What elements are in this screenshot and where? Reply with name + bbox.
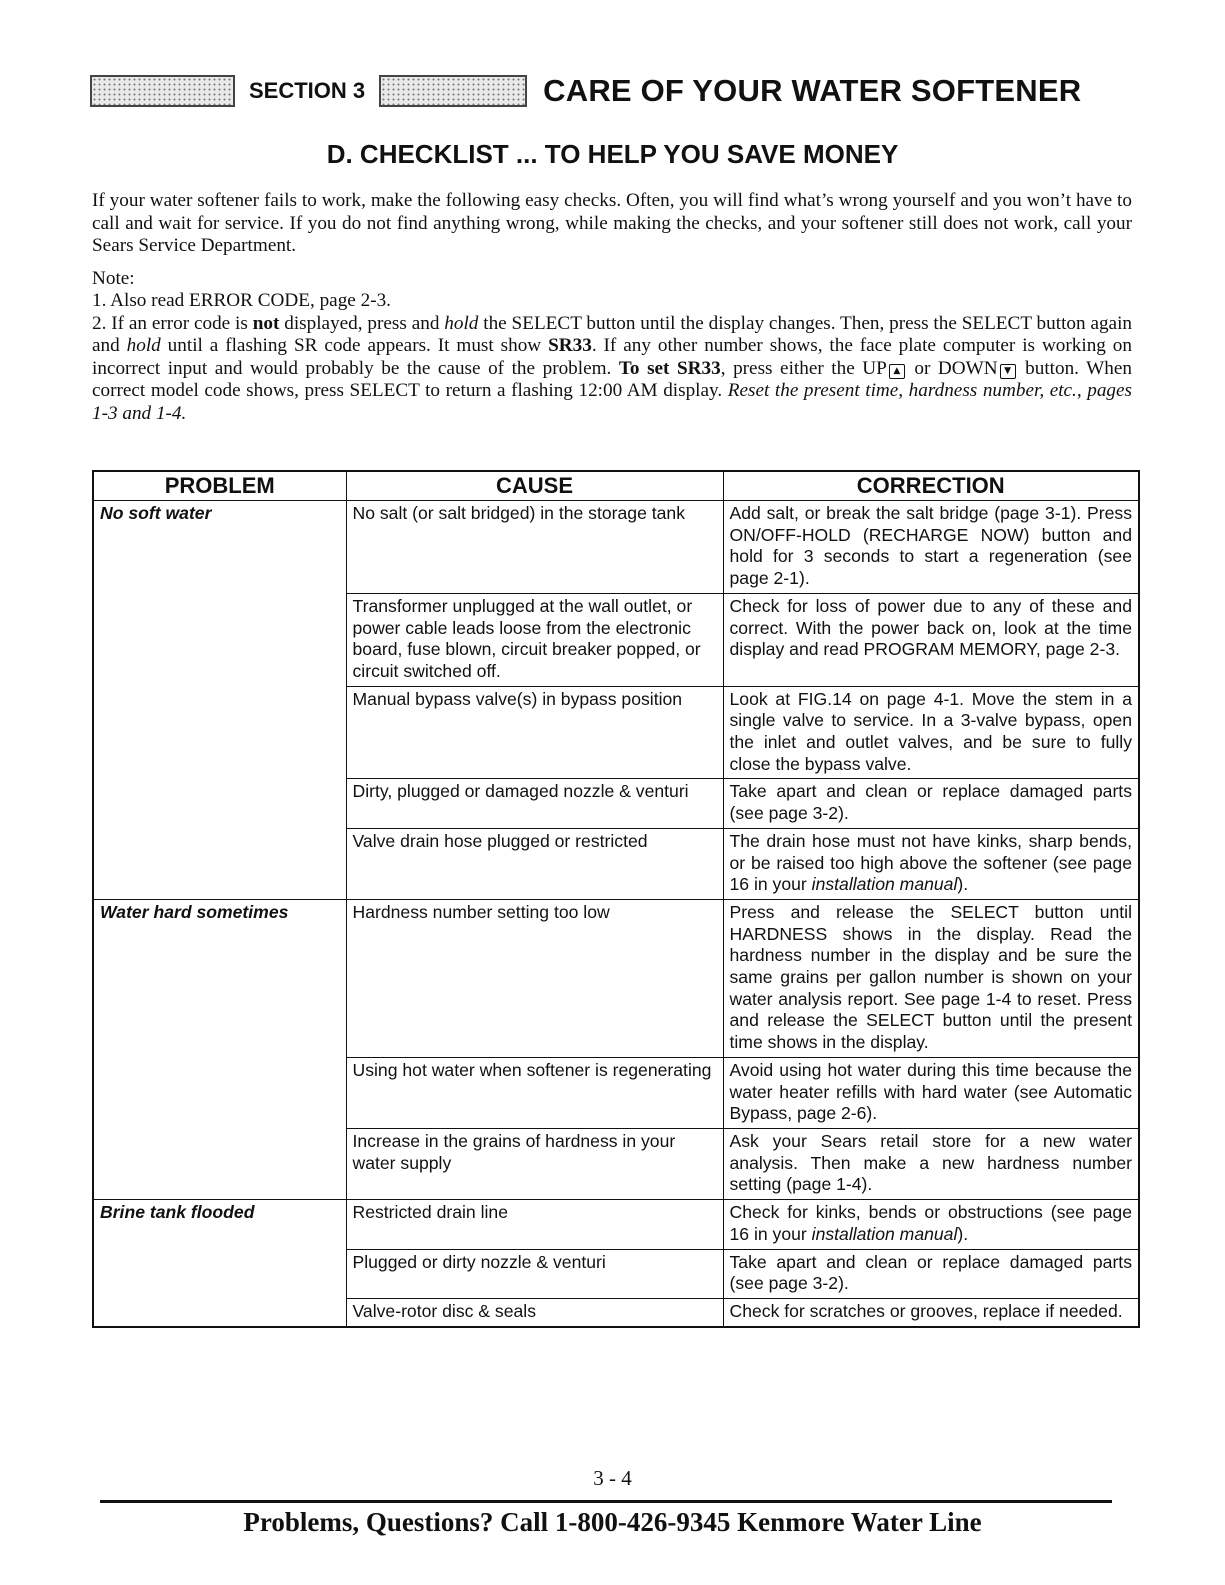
correction-cell: Press and release the SELECT button until HARDNESS shows in the display. Read the hardness number in the display and be sure the same grains per gallon number is shown on your water analysis report. See page 1-4 to reset. Press and release the SELECT button until the present time shows in the display. (723, 899, 1139, 1057)
page-subtitle: D. CHECKLIST ... TO HELP YOU SAVE MONEY (326, 139, 899, 169)
problem-cell: Water hard sometimes (93, 899, 346, 1199)
footer-text: Problems, Questions? Call 1-800-426-9345 Kenmore Water Line (243, 1507, 982, 1537)
intro-paragraph: If your water softener fails to work, make the following easy checks. Often, you will find what’s wrong yourself and you won’t have to call and wait for service. If you do not find anything wrong, while making the checks, and your softener still does not work, call your Sears Service Department. (92, 190, 1132, 256)
intro-text (92, 190, 1132, 425)
section-header-dot-pattern (90, 75, 235, 107)
cause-cell: Restricted drain line (346, 1200, 723, 1249)
cause-cell: Valve drain hose plugged or restricted (346, 828, 723, 899)
up-arrow-icon: ▲ (889, 364, 905, 379)
table-row (93, 501, 1139, 594)
correction-cell: Add salt, or break the salt bridge (page 3-1). Press ON/OFF-HOLD (RECHARGE NOW) button and hold for 3 seconds to start a regeneration (see page 2-1). (723, 501, 1139, 594)
correction-cell: Take apart and clean or replace damaged parts (see page 3-2). (723, 779, 1139, 828)
section-header-dot-pattern (379, 75, 527, 107)
table-row (93, 899, 1139, 1057)
cause-cell: No salt (or salt bridged) in the storage tank (346, 501, 723, 594)
cause-cell: Increase in the grains of hardness in your water supply (346, 1128, 723, 1199)
page-number: 3 - 4 (593, 1466, 632, 1490)
correction-cell: Check for scratches or grooves, replace if needed. (723, 1298, 1139, 1326)
cause-cell: Transformer unplugged at the wall outlet, or power cable leads loose from the electronic board, fuse blown, circuit breaker popped, or circuit switched off. (346, 593, 723, 686)
table-header-row (93, 471, 1139, 501)
footer-divider (100, 1500, 1112, 1503)
cause-cell: Plugged or dirty nozzle & venturi (346, 1249, 723, 1298)
correction-cell: Check for kinks, bends or obstructions (see page 16 in your installation manual). (723, 1200, 1139, 1249)
down-arrow-icon: ▼ (1000, 364, 1016, 379)
correction-cell: Take apart and clean or replace damaged parts (see page 3-2). (723, 1249, 1139, 1298)
cause-cell: Hardness number setting too low (346, 899, 723, 1057)
correction-cell: Ask your Sears retail store for a new water analysis. Then make a new hardness number setting (page 1-4). (723, 1128, 1139, 1199)
section-title: CARE OF YOUR WATER SOFTENER (543, 73, 1082, 108)
problem-cell: Brine tank flooded (93, 1200, 346, 1327)
table-row (93, 1200, 1139, 1249)
section-label: SECTION 3 (249, 78, 366, 103)
cause-cell: Valve-rotor disc & seals (346, 1298, 723, 1326)
problem-cell: No soft water (93, 501, 346, 900)
correction-cell: Check for loss of power due to any of these and correct. With the power back on, look at the time display and read PROGRAM MEMORY, page 2-3. (723, 593, 1139, 686)
column-header-cause: CAUSE (346, 471, 723, 501)
column-header-correction: CORRECTION (723, 471, 1139, 501)
cause-cell: Using hot water when softener is regenerating (346, 1057, 723, 1128)
note-item-2: 2. If an error code is not displayed, press and hold the SELECT button until the display changes. Then, press the SELECT button again and hold until a flashing SR code appears. It must show SR33. If any other number shows, the face plate computer is working on incorrect input and would probably be the cause of the problem. To set SR33, press either the UP ▲ or DOWN ▼ button. When correct model code shows, press SELECT to return a flashing 12:00 AM display. Reset the present time, hardness number, etc., pages 1-3 and 1-4. (92, 312, 1132, 424)
cause-cell: Manual bypass valve(s) in bypass position (346, 686, 723, 779)
correction-cell: The drain hose must not have kinks, sharp bends, or be raised too high above the softener (see page 16 in your installation manual). (723, 828, 1139, 899)
section-header (90, 66, 1140, 116)
cause-cell: Dirty, plugged or damaged nozzle & venturi (346, 779, 723, 828)
correction-cell: Look at FIG.14 on page 4-1. Move the stem in a single valve to service. In a 3-valve bypass, open the inlet and outlet valves, and be sure to fully close the bypass valve. (723, 686, 1139, 779)
column-header-problem: PROBLEM (93, 471, 346, 501)
note-item-1: 1. Also read ERROR CODE, page 2-3. (92, 290, 391, 311)
note-label: Note: (92, 267, 135, 289)
correction-cell: Avoid using hot water during this time because the water heater refills with hard water (see Automatic Bypass, page 2-6). (723, 1057, 1139, 1128)
troubleshooting-table (92, 470, 1140, 1328)
